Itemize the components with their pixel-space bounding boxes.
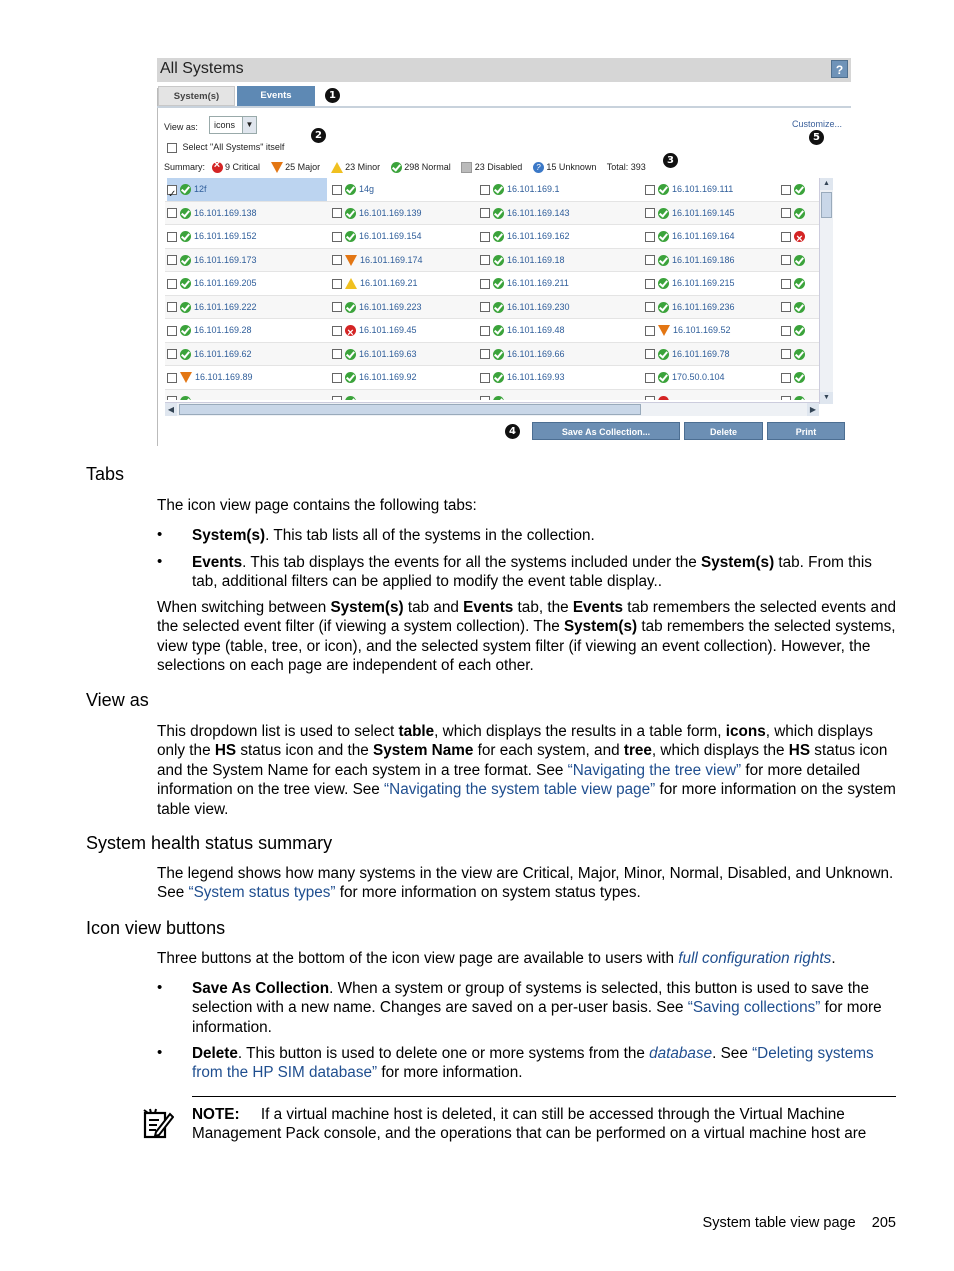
status-summary bbox=[164, 162, 650, 173]
summary-label: Summary: bbox=[164, 162, 206, 172]
system-checkbox[interactable] bbox=[645, 279, 655, 289]
disabled-icon bbox=[461, 162, 472, 173]
system-name[interactable]: 16.101.169.45 bbox=[359, 325, 417, 335]
system-checkbox[interactable] bbox=[480, 279, 490, 289]
system-name[interactable]: 16.101.169.173 bbox=[194, 254, 257, 265]
system-cell[interactable] bbox=[332, 178, 374, 201]
ok-status-icon bbox=[493, 302, 504, 313]
system-checkbox[interactable] bbox=[480, 255, 490, 265]
system-cell[interactable] bbox=[781, 272, 808, 295]
system-cell[interactable] bbox=[332, 249, 423, 272]
system-cell[interactable] bbox=[781, 343, 808, 366]
summary-disabled: 23 Disabled bbox=[474, 162, 523, 172]
system-checkbox[interactable] bbox=[167, 302, 177, 312]
system-cell[interactable] bbox=[167, 249, 257, 272]
system-checkbox[interactable] bbox=[332, 326, 342, 336]
ok-status-icon bbox=[180, 255, 191, 266]
system-name[interactable]: 16.101.169.28 bbox=[194, 325, 252, 335]
summary-critical: 9 Critical bbox=[225, 162, 261, 172]
system-name[interactable]: 16.101.169.92 bbox=[359, 372, 417, 382]
system-name[interactable]: 16.101.169.63 bbox=[359, 348, 417, 359]
system-name[interactable]: 16.101.169.152 bbox=[194, 231, 257, 241]
system-cell[interactable] bbox=[167, 366, 253, 389]
system-checkbox[interactable] bbox=[781, 255, 791, 265]
summary-total: Total: 393 bbox=[606, 162, 646, 172]
grid-row bbox=[165, 319, 833, 343]
system-name[interactable]: 16.101.169.139 bbox=[359, 207, 422, 218]
grid-row bbox=[165, 272, 833, 296]
system-checkbox[interactable] bbox=[332, 208, 342, 218]
bullet-delete: Delete. This button is used to delete one or more systems from the database. See “Deleting systems from the HP SIM database” for more information. bbox=[192, 1045, 874, 1082]
note-icon bbox=[142, 1108, 174, 1140]
system-name[interactable]: 16.101.169.93 bbox=[507, 372, 565, 382]
system-checkbox[interactable] bbox=[332, 255, 342, 265]
system-checkbox[interactable] bbox=[480, 396, 490, 400]
system-cell[interactable] bbox=[167, 178, 327, 201]
system-checkbox[interactable] bbox=[781, 349, 791, 359]
system-checkbox[interactable] bbox=[781, 373, 791, 383]
system-name[interactable]: 16.101.169.78 bbox=[672, 348, 730, 359]
system-cell[interactable] bbox=[781, 390, 808, 401]
scroll-right-icon[interactable]: ▶ bbox=[807, 403, 819, 416]
ok-status-icon bbox=[658, 208, 669, 219]
system-checkbox[interactable] bbox=[645, 326, 655, 336]
ok-status-icon bbox=[493, 349, 504, 360]
ok-status-icon bbox=[658, 184, 669, 195]
system-name[interactable]: 16.101.169.143 bbox=[507, 207, 570, 218]
system-cell[interactable] bbox=[167, 225, 257, 248]
system-checkbox[interactable] bbox=[167, 349, 177, 359]
system-checkbox[interactable] bbox=[781, 302, 791, 312]
system-name[interactable]: 16.101.169.48 bbox=[507, 325, 565, 335]
system-cell[interactable] bbox=[781, 366, 808, 389]
system-checkbox[interactable] bbox=[781, 326, 791, 336]
heading-health-summary: System health status summary bbox=[86, 833, 333, 853]
system-checkbox[interactable] bbox=[167, 255, 177, 265]
bullet-icon: • bbox=[157, 526, 163, 543]
link-saving-collections[interactable]: “Saving collections” bbox=[687, 999, 821, 1017]
bullet-icon: • bbox=[157, 1044, 163, 1061]
system-cell[interactable] bbox=[167, 319, 252, 342]
system-name[interactable]: 16.101.169.138 bbox=[194, 207, 257, 218]
system-checkbox[interactable] bbox=[167, 208, 177, 218]
system-name[interactable]: 16.101.169.111 bbox=[672, 184, 734, 194]
page-footer bbox=[703, 1215, 896, 1231]
ok-status-icon bbox=[345, 184, 356, 195]
ok-status-icon bbox=[658, 349, 669, 360]
all-systems-screenshot bbox=[157, 58, 851, 446]
horizontal-scrollbar[interactable] bbox=[165, 402, 819, 416]
system-checkbox[interactable] bbox=[480, 208, 490, 218]
grid-row bbox=[165, 390, 833, 401]
system-checkbox[interactable] bbox=[645, 373, 655, 383]
ok-status-icon bbox=[493, 372, 504, 383]
system-name[interactable]: 16.101.169.174 bbox=[360, 254, 423, 265]
system-cell[interactable] bbox=[645, 296, 735, 319]
system-cell[interactable] bbox=[781, 249, 808, 272]
system-checkbox[interactable] bbox=[645, 302, 655, 312]
system-cell[interactable] bbox=[645, 390, 672, 401]
ok-status-icon bbox=[493, 325, 504, 336]
system-name[interactable]: 12f bbox=[194, 184, 207, 194]
system-checkbox[interactable] bbox=[645, 255, 655, 265]
print-button[interactable]: Print bbox=[767, 422, 845, 440]
system-cell[interactable] bbox=[167, 272, 257, 295]
ok-status-icon bbox=[794, 325, 805, 336]
system-cell[interactable] bbox=[645, 225, 735, 248]
system-name[interactable]: 16.101.169.164 bbox=[672, 231, 735, 241]
ok-status-icon bbox=[180, 325, 191, 336]
scroll-up-icon[interactable]: ▲ bbox=[820, 178, 833, 190]
grid-row bbox=[165, 178, 833, 202]
system-cell[interactable] bbox=[480, 343, 565, 366]
system-checkbox[interactable] bbox=[167, 232, 177, 242]
system-checkbox[interactable] bbox=[167, 279, 177, 289]
system-cell[interactable] bbox=[332, 366, 417, 389]
system-checkbox[interactable] bbox=[645, 349, 655, 359]
ok-status-icon bbox=[794, 184, 805, 195]
system-cell[interactable] bbox=[332, 202, 422, 225]
select-all-label: Select "All Systems" itself bbox=[182, 142, 285, 152]
grid-row bbox=[165, 249, 833, 273]
system-checkbox[interactable] bbox=[332, 373, 342, 383]
summary-normal: 298 Normal bbox=[404, 162, 451, 172]
ok-status-icon bbox=[345, 231, 356, 242]
bullet-systems: System(s). This tab lists all of the systems in the collection. bbox=[192, 527, 595, 544]
note-divider bbox=[192, 1096, 896, 1097]
page-number: 205 bbox=[871, 1215, 896, 1231]
crit-status-icon bbox=[658, 396, 669, 400]
system-name[interactable]: 16.101.169.154 bbox=[359, 231, 422, 241]
link-tree-view[interactable]: “Navigating the tree view” bbox=[567, 761, 742, 779]
tab-systems[interactable]: System(s) bbox=[158, 86, 235, 106]
systems-icon-grid bbox=[165, 178, 833, 400]
grid-row bbox=[165, 225, 833, 249]
system-checkbox[interactable] bbox=[332, 279, 342, 289]
system-name[interactable]: 14g bbox=[359, 184, 375, 194]
ok-status-icon bbox=[345, 302, 356, 313]
ok-status-icon bbox=[658, 255, 669, 266]
health-paragraph: The legend shows how many systems in the view are Critical, Major, Minor, Normal, Disabled, and Unknown. See “System status types” for more information on system status types. bbox=[157, 865, 894, 902]
critical-icon bbox=[212, 162, 223, 173]
system-name[interactable]: 16.101.169.1 bbox=[507, 184, 560, 194]
grid-row bbox=[165, 366, 833, 390]
scroll-left-icon[interactable]: ◀ bbox=[165, 403, 177, 416]
system-cell[interactable] bbox=[167, 343, 252, 366]
ok-status-icon bbox=[658, 231, 669, 242]
system-cell[interactable] bbox=[645, 272, 735, 295]
bullet-events: Events. This tab displays the events for all the systems included under the System(s) tab. From this tab, additional filters can be applied to modify the event table display.. bbox=[192, 554, 872, 591]
link-deleting-systems[interactable]: “Deleting systems from the HP SIM database” bbox=[192, 1045, 874, 1082]
system-checkbox[interactable] bbox=[332, 232, 342, 242]
ok-status-icon bbox=[794, 208, 805, 219]
system-cell[interactable] bbox=[645, 343, 730, 366]
ok-status-icon bbox=[794, 302, 805, 313]
save-as-collection-button[interactable]: Save As Collection... bbox=[532, 422, 680, 440]
system-checkbox[interactable] bbox=[781, 279, 791, 289]
system-checkbox[interactable] bbox=[167, 396, 177, 400]
maj-status-icon bbox=[658, 325, 670, 336]
vertical-scrollbar[interactable] bbox=[819, 178, 833, 404]
footer-section: System table view page bbox=[702, 1215, 856, 1231]
system-cell[interactable] bbox=[480, 272, 569, 295]
callout-3: 3 bbox=[663, 153, 678, 168]
system-name[interactable]: 170.50.0.104 bbox=[672, 372, 725, 382]
system-name[interactable]: 16.101.169.236 bbox=[672, 301, 735, 312]
system-checkbox[interactable] bbox=[480, 302, 490, 312]
view-as-paragraph: This dropdown list is used to select table, which displays the results in a table form, icons, which displays only the HS status icon and the System Name for each system, and tree, which displays the HS status icon and the System Name for each system in a tree format. See “Navigating the tree view” for more detailed information on the tree view. See “Navigating the system table view page” for more information on the system table view. bbox=[157, 723, 896, 818]
system-checkbox[interactable] bbox=[480, 185, 490, 195]
system-checkbox[interactable] bbox=[332, 302, 342, 312]
ok-status-icon bbox=[658, 278, 669, 289]
ok-status-icon bbox=[493, 255, 504, 266]
scroll-down-icon[interactable]: ▼ bbox=[820, 392, 833, 404]
ok-status-icon bbox=[493, 231, 504, 242]
system-name[interactable]: 16.101.169.186 bbox=[672, 254, 735, 265]
system-name[interactable]: 16.101.169.21 bbox=[360, 278, 418, 288]
view-as-value: icons bbox=[214, 120, 236, 130]
system-cell[interactable] bbox=[332, 272, 418, 295]
tab-bar bbox=[157, 86, 851, 108]
crit-status-icon bbox=[794, 231, 805, 242]
system-checkbox[interactable] bbox=[167, 373, 177, 383]
system-checkbox[interactable] bbox=[167, 185, 177, 195]
ok-status-icon bbox=[794, 349, 805, 360]
system-cell[interactable] bbox=[645, 202, 735, 225]
system-cell[interactable] bbox=[332, 225, 422, 248]
system-name[interactable]: 16.101.169.66 bbox=[507, 348, 565, 359]
note-text: NOTE: If a virtual machine host is deleted, it can still be accessed through the Virtual Machine Management Pack console, and the operations that can be performed on a virtual machine host are bbox=[192, 1106, 867, 1143]
system-name[interactable]: 16.101.169.162 bbox=[507, 231, 570, 241]
system-checkbox[interactable] bbox=[480, 232, 490, 242]
system-name[interactable]: 16.101.169.62 bbox=[194, 348, 252, 359]
ok-status-icon bbox=[180, 302, 191, 313]
system-name[interactable]: 16.101.169.215 bbox=[672, 278, 735, 288]
system-checkbox[interactable] bbox=[480, 349, 490, 359]
maj-status-icon bbox=[180, 372, 192, 383]
tabs-paragraph: When switching between System(s) tab and Events tab, the Events tab remembers the selected events and the selected event filter (if viewing a system collection). The System(s) tab remembers the selected systems, view type (table, tree, or icon), and the selected system filter (if viewing an event collection). However, the selections on each page are independent of each other. bbox=[157, 599, 896, 675]
system-name[interactable]: 16.101.169.52 bbox=[673, 325, 731, 335]
system-cell[interactable] bbox=[480, 225, 570, 248]
bullet-icon: • bbox=[157, 979, 163, 996]
ok-status-icon bbox=[794, 255, 805, 266]
crit-status-icon bbox=[345, 325, 356, 336]
min-status-icon bbox=[345, 278, 357, 289]
chevron-down-icon: ▼ bbox=[242, 117, 256, 133]
unknown-icon: ? bbox=[533, 162, 544, 173]
select-all-checkbox[interactable] bbox=[167, 143, 177, 153]
ok-status-icon bbox=[180, 184, 191, 195]
title-bar bbox=[157, 58, 851, 82]
system-cell[interactable] bbox=[332, 319, 417, 342]
system-name[interactable]: 16.101.169.89 bbox=[195, 372, 253, 382]
system-checkbox[interactable] bbox=[332, 185, 342, 195]
link-table-view[interactable]: “Navigating the system table view page” bbox=[384, 781, 656, 799]
system-name[interactable]: 16.101.169.18 bbox=[507, 254, 565, 265]
system-cell[interactable] bbox=[781, 202, 808, 225]
view-as-label: View as: bbox=[164, 122, 198, 132]
system-checkbox[interactable] bbox=[781, 396, 791, 400]
system-cell[interactable] bbox=[645, 249, 735, 272]
summary-minor: 23 Minor bbox=[345, 162, 381, 172]
ok-status-icon bbox=[180, 396, 191, 400]
normal-icon bbox=[391, 162, 402, 173]
system-cell[interactable] bbox=[480, 202, 570, 225]
heading-tabs: Tabs bbox=[86, 464, 125, 484]
bullet-icon: • bbox=[157, 553, 163, 570]
link-config-rights[interactable]: full configuration rights bbox=[678, 950, 832, 967]
callout-2: 2 bbox=[311, 128, 326, 143]
panel-title: All Systems bbox=[160, 60, 244, 77]
system-cell[interactable] bbox=[167, 390, 194, 401]
system-cell[interactable] bbox=[781, 319, 808, 342]
heading-view-as: View as bbox=[86, 690, 149, 710]
summary-major: 25 Major bbox=[285, 162, 321, 172]
tab-events[interactable]: Events bbox=[237, 86, 315, 106]
system-checkbox[interactable] bbox=[480, 373, 490, 383]
system-name[interactable]: 16.101.169.222 bbox=[194, 301, 257, 312]
system-checkbox[interactable] bbox=[332, 349, 342, 359]
bullet-save-as: Save As Collection. When a system or group of systems is selected, this button is used to save the selection with a new name. Changes are saved on a per-user basis. See “Saving collections” for more information. bbox=[192, 980, 882, 1036]
system-checkbox[interactable] bbox=[167, 326, 177, 336]
ok-status-icon bbox=[794, 396, 805, 400]
system-cell[interactable] bbox=[332, 296, 422, 319]
system-checkbox[interactable] bbox=[332, 396, 342, 400]
callout-4: 4 bbox=[505, 424, 520, 439]
ok-status-icon bbox=[345, 349, 356, 360]
grid-row bbox=[165, 343, 833, 367]
system-cell[interactable] bbox=[167, 296, 257, 319]
ok-status-icon bbox=[658, 302, 669, 313]
system-cell[interactable] bbox=[781, 296, 808, 319]
tabs-intro: The icon view page contains the following tabs: bbox=[157, 497, 477, 514]
grid-row bbox=[165, 202, 833, 226]
system-checkbox[interactable] bbox=[645, 185, 655, 195]
delete-button[interactable]: Delete bbox=[684, 422, 763, 440]
link-database[interactable]: database bbox=[649, 1045, 713, 1062]
system-name[interactable]: 16.101.169.211 bbox=[507, 278, 569, 288]
system-cell[interactable] bbox=[480, 249, 565, 272]
ok-status-icon bbox=[345, 396, 356, 400]
grid-row bbox=[165, 296, 833, 320]
system-cell[interactable] bbox=[781, 225, 808, 248]
ok-status-icon bbox=[794, 278, 805, 289]
panel-border bbox=[157, 88, 158, 446]
system-checkbox[interactable] bbox=[645, 396, 655, 400]
ok-status-icon bbox=[345, 372, 356, 383]
ok-status-icon bbox=[180, 208, 191, 219]
scroll-thumb[interactable] bbox=[821, 192, 832, 218]
link-status-types[interactable]: “System status types” bbox=[188, 884, 336, 902]
system-checkbox[interactable] bbox=[645, 208, 655, 218]
system-cell[interactable] bbox=[645, 366, 725, 389]
system-cell[interactable] bbox=[480, 296, 570, 319]
system-checkbox[interactable] bbox=[781, 185, 791, 195]
callout-1: 1 bbox=[325, 88, 340, 103]
system-name[interactable]: 16.101.169.223 bbox=[359, 301, 422, 312]
system-cell[interactable] bbox=[480, 319, 565, 342]
system-checkbox[interactable] bbox=[645, 232, 655, 242]
maj-status-icon bbox=[345, 255, 357, 266]
system-name[interactable]: 16.101.169.145 bbox=[672, 207, 735, 218]
system-cell[interactable] bbox=[332, 343, 417, 366]
ok-status-icon bbox=[180, 349, 191, 360]
system-cell[interactable] bbox=[645, 319, 731, 342]
select-all-option[interactable] bbox=[167, 142, 284, 153]
ok-status-icon bbox=[493, 184, 504, 195]
buttons-intro: Three buttons at the bottom of the icon view page are available to users with full configuration rights. bbox=[157, 950, 836, 967]
system-cell[interactable] bbox=[332, 390, 359, 401]
heading-icon-view-buttons: Icon view buttons bbox=[86, 918, 226, 938]
system-checkbox[interactable] bbox=[781, 232, 791, 242]
ok-status-icon bbox=[794, 372, 805, 383]
summary-unknown: 15 Unknown bbox=[546, 162, 597, 172]
ok-status-icon bbox=[493, 208, 504, 219]
callout-5: 5 bbox=[809, 130, 824, 145]
ok-status-icon bbox=[493, 396, 504, 400]
minor-icon bbox=[331, 162, 343, 173]
system-name[interactable]: 16.101.169.205 bbox=[194, 278, 257, 288]
major-icon bbox=[271, 162, 283, 173]
system-checkbox[interactable] bbox=[480, 326, 490, 336]
system-cell[interactable] bbox=[480, 178, 560, 201]
system-checkbox[interactable] bbox=[781, 208, 791, 218]
system-cell[interactable] bbox=[645, 178, 733, 201]
view-as-dropdown[interactable] bbox=[209, 116, 257, 134]
system-cell[interactable] bbox=[167, 202, 257, 225]
ok-status-icon bbox=[493, 278, 504, 289]
ok-status-icon bbox=[345, 208, 356, 219]
scroll-thumb-horizontal[interactable] bbox=[179, 404, 641, 415]
help-button[interactable]: ? bbox=[831, 60, 848, 78]
system-cell[interactable] bbox=[480, 390, 507, 401]
ok-status-icon bbox=[180, 231, 191, 242]
ok-status-icon bbox=[658, 372, 669, 383]
system-cell[interactable] bbox=[480, 366, 565, 389]
system-cell[interactable] bbox=[781, 178, 808, 201]
system-name[interactable]: 16.101.169.230 bbox=[507, 301, 570, 312]
customize-link[interactable]: Customize... bbox=[792, 119, 843, 129]
ok-status-icon bbox=[180, 278, 191, 289]
